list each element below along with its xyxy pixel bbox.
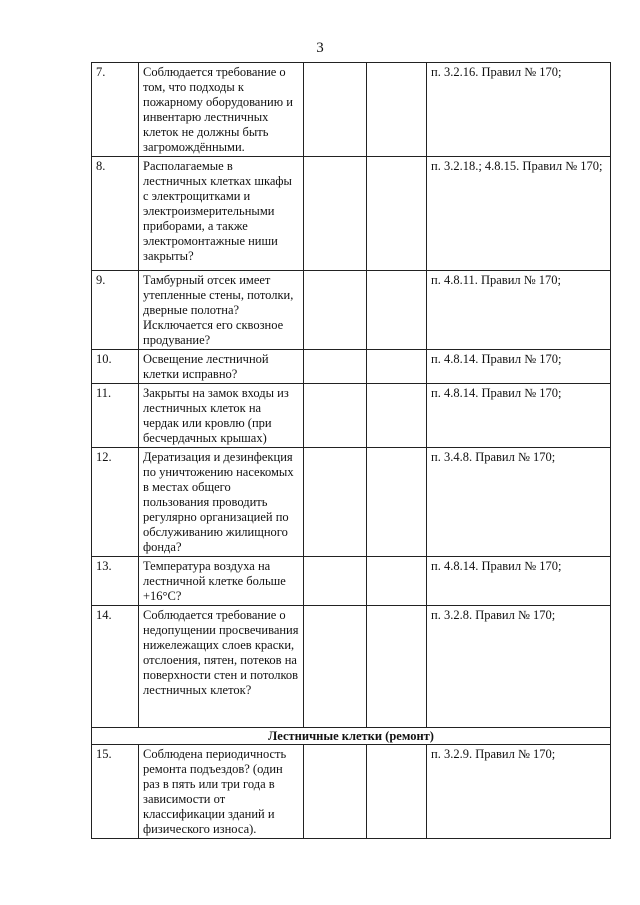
row-number: 15. (92, 745, 139, 839)
answer-yes-cell[interactable] (304, 606, 367, 728)
row-reference: п. 3.4.8. Правил № 170; (427, 448, 611, 557)
row-number: 12. (92, 448, 139, 557)
answer-yes-cell[interactable] (304, 448, 367, 557)
row-question: Закрыты на замок входы из лестничных клеток на чердак или кровлю (при бесчердачных крышах) (139, 384, 304, 448)
row-reference: п. 3.2.9. Правил № 170; (427, 745, 611, 839)
row-reference: п. 3.2.8. Правил № 170; (427, 606, 611, 728)
row-question: Располагаемые в лестничных клетках шкафы с электрощитками и электроизмерительными приборами, а также электромонтажные ниши закрыты? (139, 157, 304, 271)
answer-no-cell[interactable] (367, 63, 427, 157)
row-question: Соблюдается требование о недопущении просвечивания нижележащих слоев краски, отслоения, пятен, потеков на поверхности стен и потолков лестничных клеток? (139, 606, 304, 728)
row-number: 9. (92, 271, 139, 350)
row-reference: п. 4.8.14. Правил № 170; (427, 557, 611, 606)
answer-yes-cell[interactable] (304, 350, 367, 384)
inspection-checklist-table (91, 62, 611, 839)
row-number: 7. (92, 63, 139, 157)
answer-no-cell[interactable] (367, 606, 427, 728)
answer-yes-cell[interactable] (304, 157, 367, 271)
row-question: Дератизация и дезинфекция по уничтожению насекомых в местах общего пользования проводить регулярно организацией по обслуживанию жилищного фонда? (139, 448, 304, 557)
answer-yes-cell[interactable] (304, 384, 367, 448)
table-row (92, 557, 611, 606)
table-row (92, 745, 611, 839)
row-reference: п. 4.8.11. Правил № 170; (427, 271, 611, 350)
answer-no-cell[interactable] (367, 745, 427, 839)
table-row (92, 606, 611, 728)
table-row (92, 63, 611, 157)
row-question: Тамбурный отсек имеет утепленные стены, потолки, дверные полотна? Исключается его сквозное продувание? (139, 271, 304, 350)
section-header-row (92, 728, 611, 745)
row-question: Соблюдена периодичность ремонта подъездов? (один раз в пять или три года в зависимости от классификации зданий и физического износа). (139, 745, 304, 839)
row-question: Температура воздуха на лестничной клетке больше +16°С? (139, 557, 304, 606)
answer-no-cell[interactable] (367, 271, 427, 350)
row-question: Соблюдается требование о том, что подходы к пожарному оборудованию и инвентарю лестничных клеток не должны быть загромождёнными. (139, 63, 304, 157)
answer-no-cell[interactable] (367, 350, 427, 384)
row-number: 14. (92, 606, 139, 728)
row-question: Освещение лестничной клетки исправно? (139, 350, 304, 384)
answer-yes-cell[interactable] (304, 271, 367, 350)
table-row (92, 350, 611, 384)
row-number: 10. (92, 350, 139, 384)
row-reference: п. 3.2.18.; 4.8.15. Правил № 170; (427, 157, 611, 271)
row-number: 11. (92, 384, 139, 448)
table-row (92, 271, 611, 350)
answer-no-cell[interactable] (367, 157, 427, 271)
row-number: 8. (92, 157, 139, 271)
answer-yes-cell[interactable] (304, 745, 367, 839)
answer-no-cell[interactable] (367, 384, 427, 448)
page-number: 3 (316, 40, 324, 56)
row-reference: п. 4.8.14. Правил № 170; (427, 384, 611, 448)
table-row (92, 157, 611, 271)
row-number: 13. (92, 557, 139, 606)
row-reference: п. 4.8.14. Правил № 170; (427, 350, 611, 384)
answer-yes-cell[interactable] (304, 63, 367, 157)
answer-no-cell[interactable] (367, 448, 427, 557)
table-row (92, 448, 611, 557)
section-title: Лестничные клетки (ремонт) (92, 728, 611, 745)
table-row (92, 384, 611, 448)
answer-no-cell[interactable] (367, 557, 427, 606)
row-reference: п. 3.2.16. Правил № 170; (427, 63, 611, 157)
answer-yes-cell[interactable] (304, 557, 367, 606)
